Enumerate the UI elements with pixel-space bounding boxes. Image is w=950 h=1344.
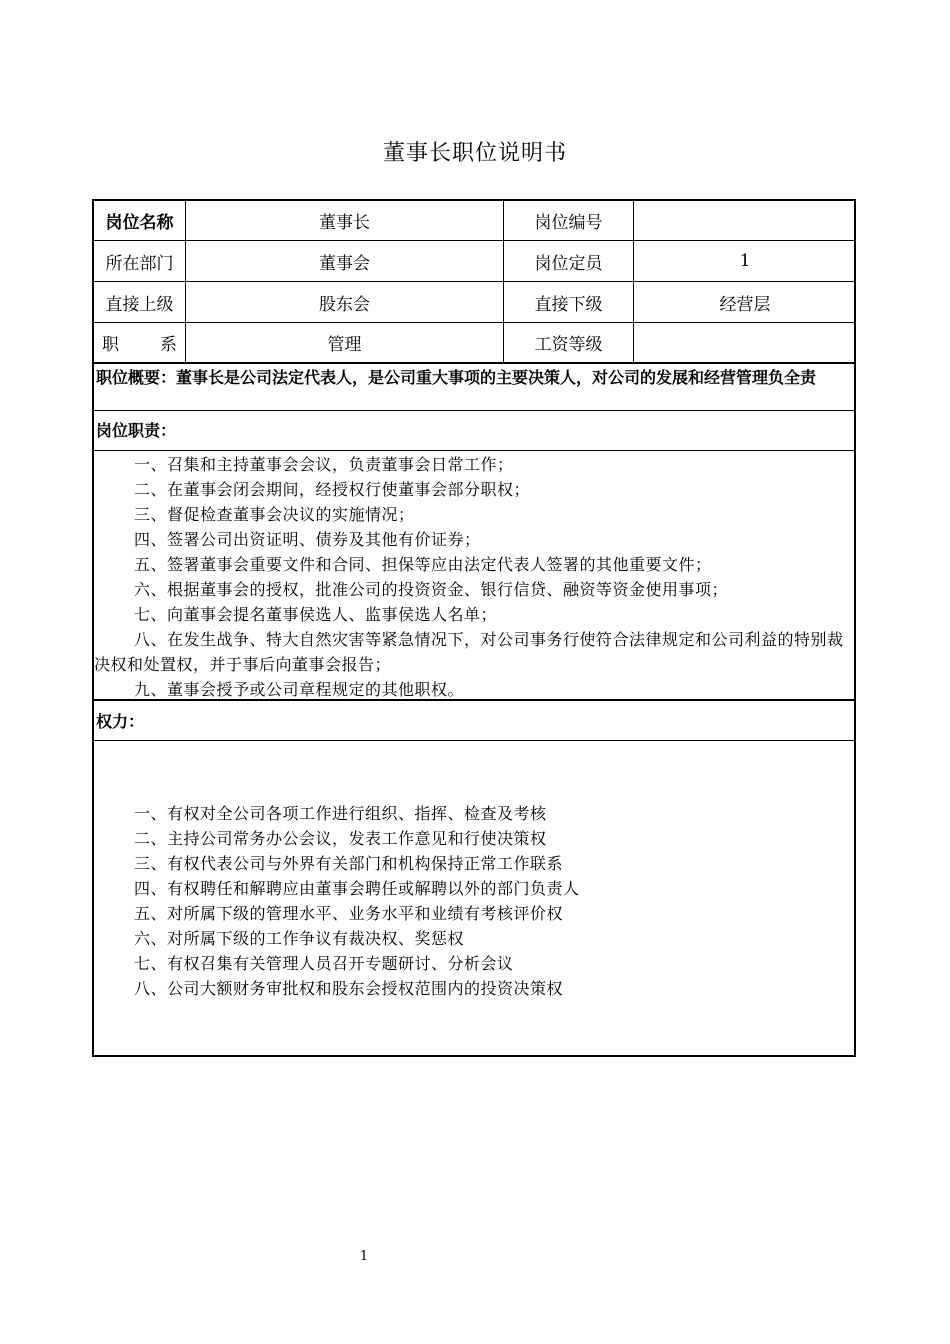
- value-direct-subordinate: 经营层: [719, 294, 771, 315]
- table-row: [94, 201, 854, 241]
- value-position-name: 董事长: [186, 201, 504, 240]
- job-summary: 职位概要：董事长是公司法定代表人，是公司重大事项的主要决策人，对公司的发展和经营管理负全责: [94, 365, 854, 411]
- powers-list: [94, 801, 854, 1001]
- label-direct-superior: 直接上级: [94, 282, 186, 322]
- value-salary-grade: [634, 323, 856, 362]
- list-item: 八、公司大额财务审批权和股东会授权范围内的投资决策权: [134, 979, 564, 998]
- label-direct-subordinate: 直接下级: [504, 282, 634, 322]
- list-item: 七、有权召集有关管理人员召开专题研讨、分析会议: [134, 954, 514, 973]
- label-position-name: 岗位名称: [94, 201, 186, 240]
- list-item: 一、召集和主持董事会会议，负责董事会日常工作；: [134, 455, 514, 474]
- job-description-table: [92, 199, 856, 1057]
- duties-list: [94, 452, 854, 702]
- label-job-family-part2: 系: [160, 335, 177, 355]
- list-item: 二、在董事会闭会期间，经授权行使董事会部分职权；: [134, 480, 531, 499]
- value-direct-superior: 股东会: [186, 282, 504, 322]
- list-item: 八、在发生战争、特大自然灾害等紧急情况下，对公司事务行使符合法律规定和公司利益的特别裁决权和处置权，并于事后向董事会报告；: [94, 630, 844, 674]
- list-item: 三、督促检查董事会决议的实施情况；: [134, 505, 415, 524]
- list-item: 七、向董事会提名董事侯选人、监事侯选人名单；: [134, 605, 498, 624]
- label-job-family-part1: 职: [102, 335, 119, 355]
- table-row: [94, 323, 854, 364]
- label-department: 所在部门: [94, 241, 186, 281]
- list-item: 一、有权对全公司各项工作进行组织、指挥、检查及考核: [134, 804, 547, 823]
- label-position-code: 岗位编号: [504, 201, 634, 240]
- powers-heading: 权力：: [94, 699, 854, 741]
- label-job-family: [94, 323, 186, 362]
- duties-heading: 岗位职责：: [94, 411, 854, 451]
- value-position-code: [634, 201, 856, 240]
- list-item: 二、主持公司常务办公会议，发表工作意见和行使决策权: [134, 829, 547, 848]
- label-salary-grade: 工资等级: [504, 323, 634, 362]
- value-headcount: 1: [739, 251, 751, 271]
- table-row: [94, 241, 854, 282]
- list-item: 六、根据董事会的授权，批准公司的投资资金、银行信贷、融资等资金使用事项；: [134, 580, 729, 599]
- list-item: 四、签署公司出资证明、债券及其他有价证券；: [134, 530, 481, 549]
- value-job-family: 管理: [186, 323, 504, 362]
- list-item: 五、签署董事会重要文件和合同、担保等应由法定代表人签署的其他重要文件；: [134, 555, 712, 574]
- list-item: 九、董事会授予或公司章程规定的其他职权。: [134, 680, 465, 699]
- list-item: 三、有权代表公司与外界有关部门和机构保持正常工作联系: [134, 854, 564, 873]
- table-row: [94, 282, 854, 323]
- value-department: 董事会: [186, 241, 504, 281]
- list-item: 五、对所属下级的管理水平、业务水平和业绩有考核评价权: [134, 904, 564, 923]
- list-item: 四、有权聘任和解聘应由董事会聘任或解聘以外的部门负责人: [134, 879, 580, 898]
- page-number: 1: [359, 1249, 369, 1264]
- label-headcount: 岗位定员: [504, 241, 634, 281]
- list-item: 六、对所属下级的工作争议有裁决权、奖惩权: [134, 929, 465, 948]
- document-title: 董事长职位说明书: [382, 141, 567, 166]
